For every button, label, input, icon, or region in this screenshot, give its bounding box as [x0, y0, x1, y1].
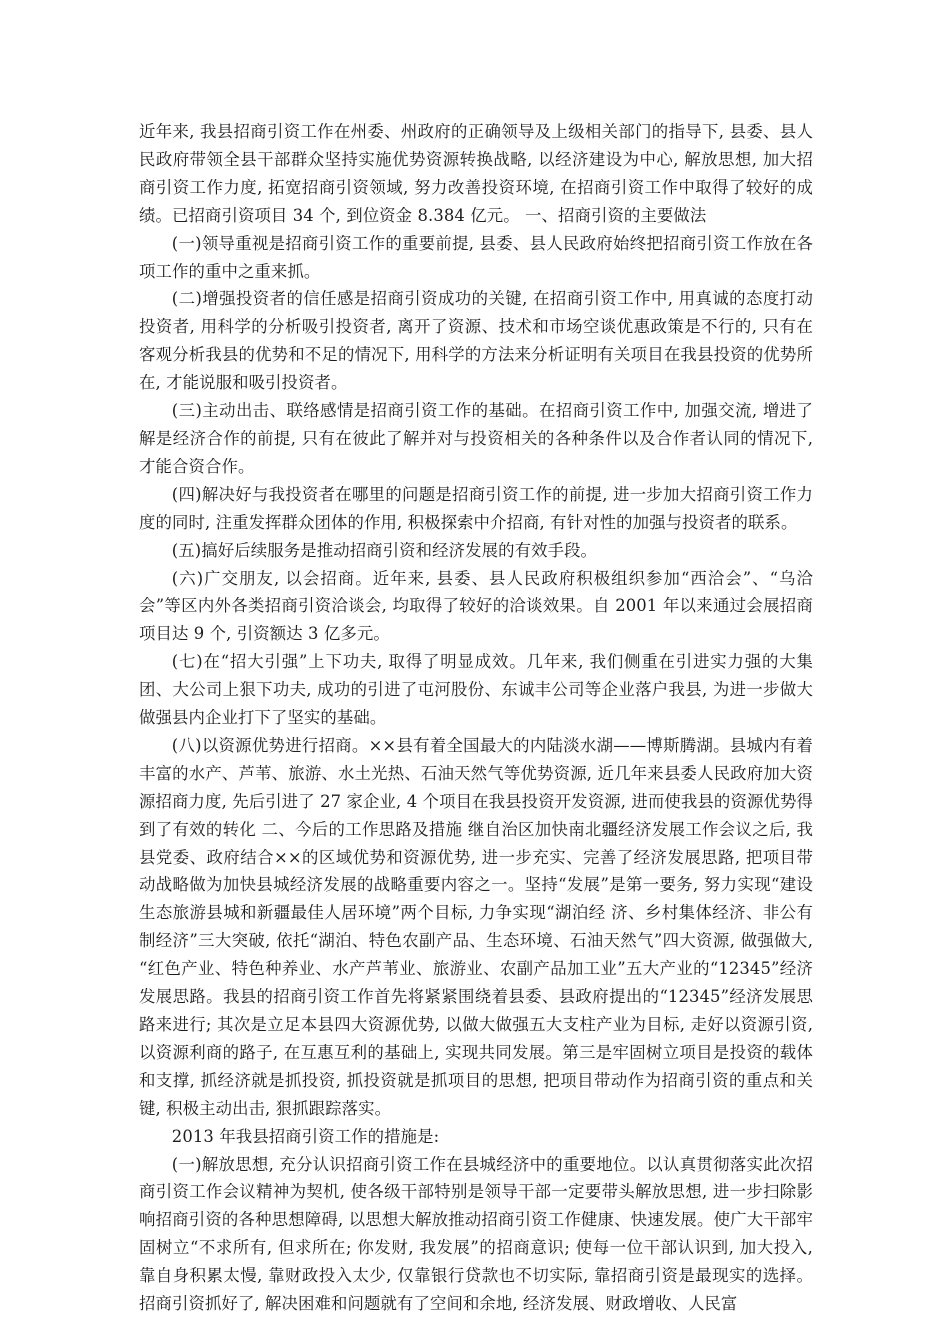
paragraph-item-3: (三)主动出击、联络感情是招商引资工作的基础。在招商引资工作中, 加强交流, 增进了解是经济合作的前提, 只有在彼此了解并对与投资相关的各种条件以及合作者认同的情况下, 才能合资合作。: [139, 401, 813, 476]
paragraph-item-1: (一)领导重视是招商引资工作的重要前提, 县委、县人民政府始终把招商引资工作放在各项工作的重中之重来抓。: [139, 233, 813, 281]
paragraph-item-5: (五)搞好后续服务是推动招商引资和经济发展的有效手段。: [171, 540, 598, 560]
paragraph-item-2: (二)增强投资者的信任感是招商引资成功的关键, 在招商引资工作中, 用真诚的态度打动投资者, 用科学的分析吸引投资者, 离开了资源、技术和市场空谈优惠政策是不行的, 只有在客观分析我县的优势和不足的情况下, 用科学的方法来分析证明有关项目在我县投资的优势所在, 才能说服和吸引投资者。: [139, 289, 813, 393]
paragraph-measure-1: (一)解放思想, 充分认识招商引资工作在县城经济中的重要地位。以认真贯彻落实此次招商引资工作会议精神为契机, 使各级干部特别是领导干部一定要带头解放思想, 进一步扫除影响招商引资的各种思想障碍, 以思想大解放推动招商引资工作健康、快速发展。使广大干部牢固树立“不求所有, 但求所在; 你发财, 我发展”的招商意识; 使每一位干部认识到, 加大投入, 靠自身积累太慢, 靠财政投入太少, 仅靠银行贷款也不切实际, 靠招商引资是最现实的选择。招商引资抓好了, 解决困难和问题就有了空间和余地, 经济发展、财政增收、人民富: [139, 1154, 813, 1314]
paragraph-item-6: (六)广交朋友, 以会招商。近年来, 县委、县人民政府积极组织参加“西洽会”、“乌洽会”等区内外各类招商引资洽谈会, 均取得了较好的洽谈效果。自 2001 年以来通过会展招商项目达 9 个, 引资额达 3 亿多元。: [139, 568, 813, 644]
document-text-body: [139, 118, 813, 1318]
paragraph-year-2013: 2013 年我县招商引资工作的措施是:: [171, 1126, 440, 1146]
paragraph-item-7: (七)在“招大引强”上下功夫, 取得了明显成效。几年来, 我们侧重在引进实力强的大集团、大公司上狠下功夫, 成功的引进了屯河股份、东诚丰公司等企业落户我县, 为进一步做大做强县内企业打下了坚实的基础。: [139, 652, 813, 728]
paragraph-item-8: (八)以资源优势进行招商。××县有着全国最大的内陆淡水湖——博斯腾湖。县城内有着丰富的水产、芦苇、旅游、水土光热、石油天然气等优势资源, 近几年来县委人民政府加大资源招商力度, 先后引进了 27 家企业, 4 个项目在我县投资开发资源, 进而使我县的资源优势得到了有效的转化 二、今后的工作思路及措施 继自治区加快南北疆经济发展工作会议之后, 我县党委、政府结合××的区域优势和资源优势, 进一步充实、完善了经济发展思路, 把项目带动战略做为加快县城经济发展的战略重要内容之一。坚持“发展”是第一要务, 努力实现“建设生态旅游县城和新疆最佳人居环境”两个目标, 力争实现“湖泊经 济、乡村集体经济、非公有制经济”三大突破, 依托“湖泊、特色农副产品、生态环境、石油天然气”四大资源, 做强做大, “红色产业、特色种养业、水产芦苇业、旅游业、农副产品加工业”五大产业的“12345”经济发展思路。我县的招商引资工作首先将紧紧围绕着县委、县政府提出的“12345”经济发展思路来进行; 其次是立足本县四大资源优势, 以做大做强五大支柱产业为目标, 走好以资源引资, 以资源利商的路子, 在互惠互利的基础上, 实现共同发展。第三是牢固树立项目是投资的载体和支撑, 抓经济就是抓投资, 抓投资就是抓项目的思想, 把项目带动作为招商引资的重点和关键, 积极主动出击, 狠抓跟踪落实。: [139, 735, 813, 1118]
paragraph-item-4: (四)解决好与我投资者在哪里的问题是招商引资工作的前提, 进一步加大招商引资工作力度的同时, 注重发挥群众团体的作用, 积极探索中介招商, 有针对性的加强与投资者的联系。: [139, 484, 813, 532]
paragraph-intro: 近年来, 我县招商引资工作在州委、州政府的正确领导及上级相关部门的指导下, 县委、县人民政府带领全县干部群众坚持实施优势资源转换战略, 以经济建设为中心, 解放思想, 加大招商引资工作力度, 拓宽招商引资领域, 努力改善投资环境, 在招商引资工作中取得了较好的成绩。已招商引资项目 34 个, 到位资金 8.384 亿元。 一、招商引资的主要做法: [139, 122, 813, 225]
